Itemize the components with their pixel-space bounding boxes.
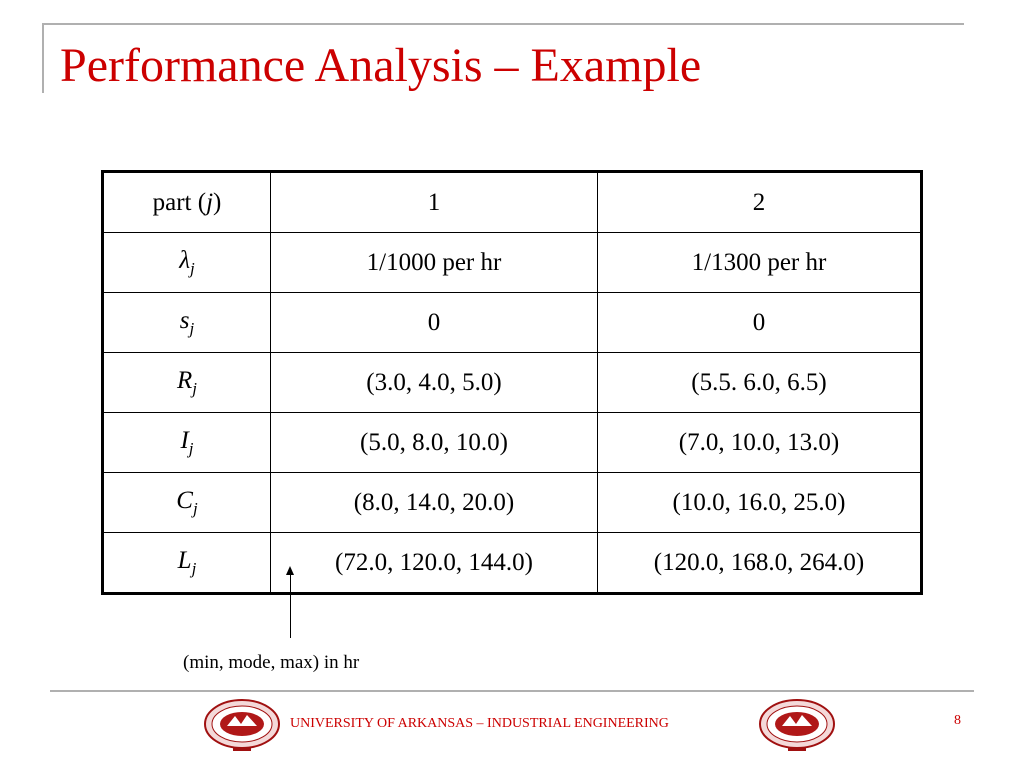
table-cell: (5.5. 6.0, 6.5) <box>598 353 922 413</box>
units-note: (min, mode, max) in hr <box>183 652 360 673</box>
row-symbol-c <box>103 473 271 533</box>
table-cell: (72.0, 120.0, 144.0) <box>271 533 598 594</box>
table-cell: 1/1000 per hr <box>271 233 598 293</box>
table-row <box>103 293 922 353</box>
symbol-subscript: j <box>192 378 197 398</box>
symbol: I <box>180 426 189 454</box>
table-cell: (120.0, 168.0, 264.0) <box>598 533 922 594</box>
table-row <box>103 233 922 293</box>
symbol-subscript: j <box>192 498 198 518</box>
row-symbol-r <box>103 353 271 413</box>
table-cell: (8.0, 14.0, 20.0) <box>271 473 598 533</box>
page-number: 8 <box>954 713 961 728</box>
table-row <box>103 413 922 473</box>
frame-top-rule <box>42 23 964 25</box>
symbol: s <box>179 306 190 334</box>
symbol: L <box>177 546 192 574</box>
row-symbol-i <box>103 413 271 473</box>
university-seal-logo-right <box>758 696 836 754</box>
symbol-subscript: j <box>189 318 195 338</box>
arrow-line <box>290 572 291 638</box>
row-symbol-l <box>103 533 271 594</box>
row-symbol-s <box>103 293 271 353</box>
footer-institution: UNIVERSITY OF ARKANSAS – INDUSTRIAL ENGINEERING <box>290 716 669 731</box>
header-part-var: j <box>206 188 214 216</box>
table-cell: 1/1300 per hr <box>598 233 922 293</box>
university-seal-logo-left <box>203 696 281 754</box>
symbol: C <box>176 486 193 514</box>
table-row <box>103 353 922 413</box>
frame-left-rule <box>42 23 44 93</box>
table-cell: 0 <box>598 293 922 353</box>
footer-rule <box>50 690 974 692</box>
symbol-subscript: j <box>190 258 195 278</box>
header-part-label: part ( <box>152 188 207 216</box>
table-header-row <box>103 172 922 233</box>
header-cell-part <box>103 172 271 233</box>
symbol: λ <box>179 246 191 274</box>
symbol-subscript: j <box>188 438 194 458</box>
header-part-close: ) <box>213 188 222 216</box>
table-row <box>103 533 922 594</box>
slide-title: Performance Analysis – Example <box>60 39 702 92</box>
table-cell: (3.0, 4.0, 5.0) <box>271 353 598 413</box>
header-cell-part-1: 1 <box>271 172 598 233</box>
table-row <box>103 473 922 533</box>
row-symbol-lambda <box>103 233 271 293</box>
parameter-table <box>101 170 923 595</box>
table-cell: (7.0, 10.0, 13.0) <box>598 413 922 473</box>
table-cell: (5.0, 8.0, 10.0) <box>271 413 598 473</box>
header-cell-part-2: 2 <box>598 172 922 233</box>
symbol-subscript: j <box>191 558 197 578</box>
table-cell: 0 <box>271 293 598 353</box>
table-cell: (10.0, 16.0, 25.0) <box>598 473 922 533</box>
symbol: R <box>176 366 193 394</box>
